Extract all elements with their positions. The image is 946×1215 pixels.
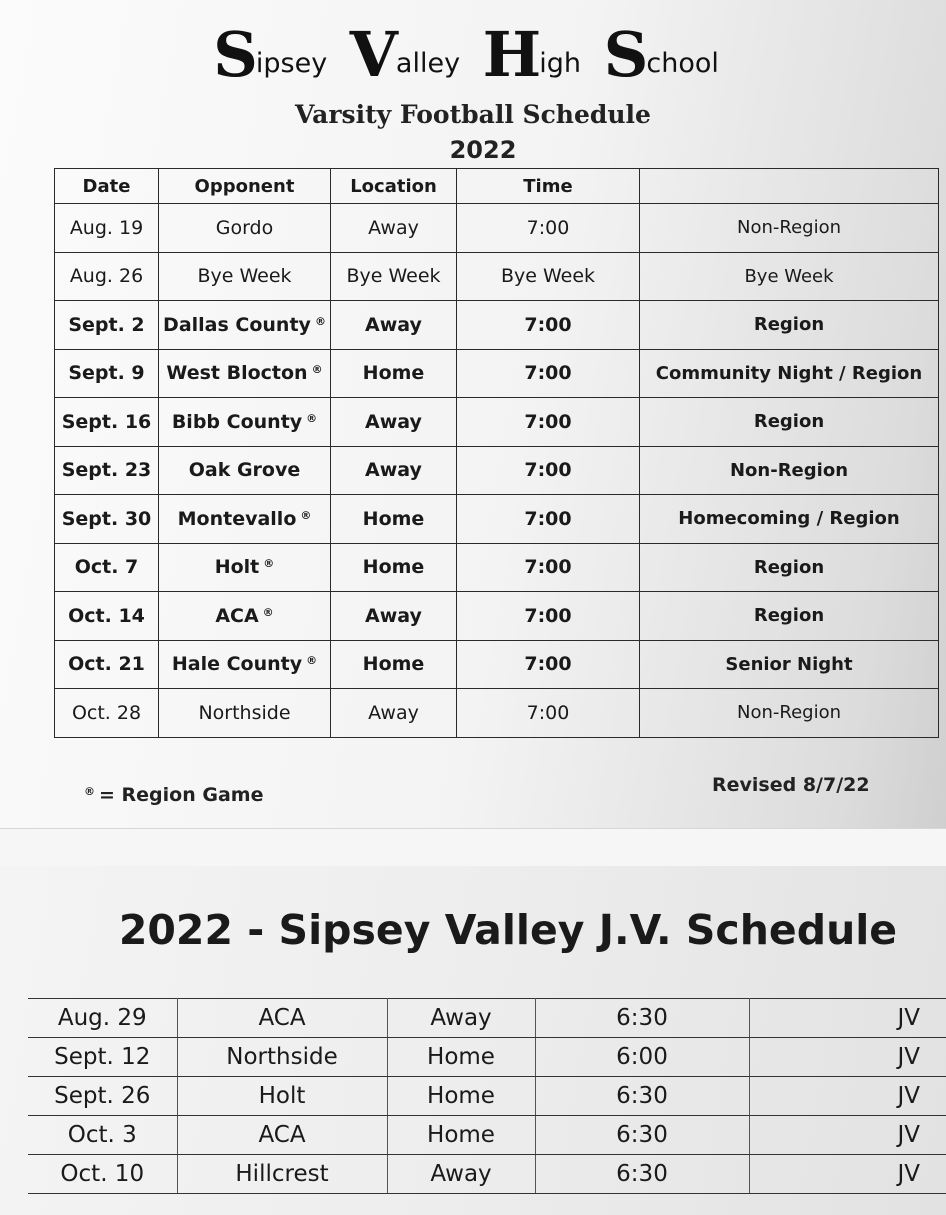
table-row [28,999,946,1038]
game-location: Away [331,398,457,447]
varsity-schedule-table [54,168,939,738]
region-mark: ® [311,363,323,377]
table-row [55,349,939,398]
game-opponent [159,301,331,350]
game-location: Home [331,495,457,544]
region-mark: ® [263,557,275,571]
schedule-subtitle: Varsity Football Schedule [295,100,651,129]
region-mark: ® [84,785,95,798]
title-initial: S [213,18,256,91]
jv-opponent: Holt [177,1077,387,1116]
header-date: Date [55,169,159,204]
opponent-name: Hale County [171,653,303,676]
table-row [55,495,939,544]
game-date: Oct. 21 [55,640,159,689]
table-row [55,398,939,447]
game-note: Non-Region [640,689,939,738]
opponent-name: West Blocton [166,362,308,385]
game-date: Sept. 2 [55,301,159,350]
game-time: 7:00 [457,495,640,544]
title-word: chool [646,48,719,79]
title-initial: H [482,18,540,91]
game-time: 7:00 [457,640,640,689]
game-opponent [159,204,331,253]
game-time: 7:00 [457,301,640,350]
opponent-name: Montevallo [177,507,297,530]
jv-schedule-table [28,998,946,1194]
game-location: Home [331,640,457,689]
game-date: Aug. 26 [55,252,159,301]
schedule-year: 2022 [449,136,517,164]
jv-opponent: Hillcrest [177,1155,387,1194]
title-initial: V [349,18,396,91]
table-row [55,252,939,301]
title-word: ipsey [255,48,328,79]
title-word: igh [539,48,581,79]
game-location: Home [331,349,457,398]
jv-date: Oct. 3 [28,1116,177,1155]
jv-date: Aug. 29 [28,999,177,1038]
table-row [55,446,939,495]
game-opponent [159,252,331,301]
region-mark: ® [262,605,274,619]
game-opponent [159,398,331,447]
opponent-name: Dallas County [163,313,311,336]
table-header-row [55,169,939,204]
game-opponent [159,543,331,592]
table-row [55,689,939,738]
game-date: Sept. 9 [55,349,159,398]
game-location: Away [331,204,457,253]
page-gap [0,828,946,867]
legend-text: = Region Game [99,784,264,806]
region-mark: ® [306,411,318,425]
title-initial: S [603,18,647,91]
jv-level: JV [749,999,946,1038]
game-note: Homecoming / Region [640,495,939,544]
game-date: Oct. 28 [55,689,159,738]
game-date: Sept. 23 [55,446,159,495]
game-note: Bye Week [640,252,939,301]
jv-level: JV [749,1038,946,1077]
jv-time: 6:30 [535,1116,749,1155]
title-word: alley [395,48,461,79]
game-time: 7:00 [457,398,640,447]
opponent-name: Bye Week [197,265,292,288]
region-mark: ® [314,314,326,328]
game-location: Bye Week [331,252,457,301]
opponent-name: Gordo [215,216,274,239]
table-row [55,640,939,689]
game-opponent [159,495,331,544]
game-time: 7:00 [457,543,640,592]
game-note: Non-Region [640,446,939,495]
opponent-name: Bibb County [171,410,303,433]
game-opponent [159,446,331,495]
game-location: Away [331,446,457,495]
game-date: Oct. 14 [55,592,159,641]
opponent-name: ACA [215,604,259,627]
revised-date: Revised 8/7/22 [712,774,870,796]
table-row [55,592,939,641]
jv-title: 2022 - Sipsey Valley J.V. Schedule [118,906,898,954]
game-time: Bye Week [457,252,640,301]
table-row [28,1038,946,1077]
jv-time: 6:30 [535,1077,749,1116]
game-date: Oct. 7 [55,543,159,592]
table-row [28,1116,946,1155]
game-opponent [159,592,331,641]
game-note: Region [640,398,939,447]
opponent-name: Northside [198,701,291,724]
jv-location: Home [387,1077,535,1116]
school-title [0,18,946,91]
opponent-name: Oak Grove [188,459,301,482]
game-time: 7:00 [457,689,640,738]
game-note: Region [640,592,939,641]
jv-time: 6:00 [535,1038,749,1077]
jv-location: Away [387,1155,535,1194]
table-row [28,1077,946,1116]
game-time: 7:00 [457,446,640,495]
jv-location: Home [387,1038,535,1077]
game-opponent [159,349,331,398]
game-location: Away [331,301,457,350]
jv-level: JV [749,1077,946,1116]
table-row [55,543,939,592]
game-opponent [159,640,331,689]
game-note: Region [640,301,939,350]
jv-opponent: ACA [177,1116,387,1155]
jv-location: Home [387,1116,535,1155]
jv-time: 6:30 [535,999,749,1038]
header-time: Time [457,169,640,204]
jv-level: JV [749,1116,946,1155]
game-date: Sept. 30 [55,495,159,544]
region-legend [84,784,263,806]
jv-opponent: Northside [177,1038,387,1077]
region-mark: ® [306,654,318,668]
game-note: Region [640,543,939,592]
opponent-name: Holt [214,556,260,579]
game-note: Senior Night [640,640,939,689]
jv-level: JV [749,1155,946,1194]
game-note: Community Night / Region [640,349,939,398]
jv-date: Oct. 10 [28,1155,177,1194]
table-row [28,1155,946,1194]
header-note [640,169,939,204]
game-location: Away [331,689,457,738]
jv-date: Sept. 26 [28,1077,177,1116]
jv-date: Sept. 12 [28,1038,177,1077]
jv-time: 6:30 [535,1155,749,1194]
game-note: Non-Region [640,204,939,253]
jv-opponent: ACA [177,999,387,1038]
game-time: 7:00 [457,349,640,398]
header-location: Location [331,169,457,204]
game-time: 7:00 [457,204,640,253]
game-location: Away [331,592,457,641]
jv-location: Away [387,999,535,1038]
table-row [55,204,939,253]
game-date: Aug. 19 [55,204,159,253]
game-location: Home [331,543,457,592]
game-opponent [159,689,331,738]
game-date: Sept. 16 [55,398,159,447]
table-row [55,301,939,350]
region-mark: ® [300,508,312,522]
game-time: 7:00 [457,592,640,641]
header-opponent: Opponent [159,169,331,204]
